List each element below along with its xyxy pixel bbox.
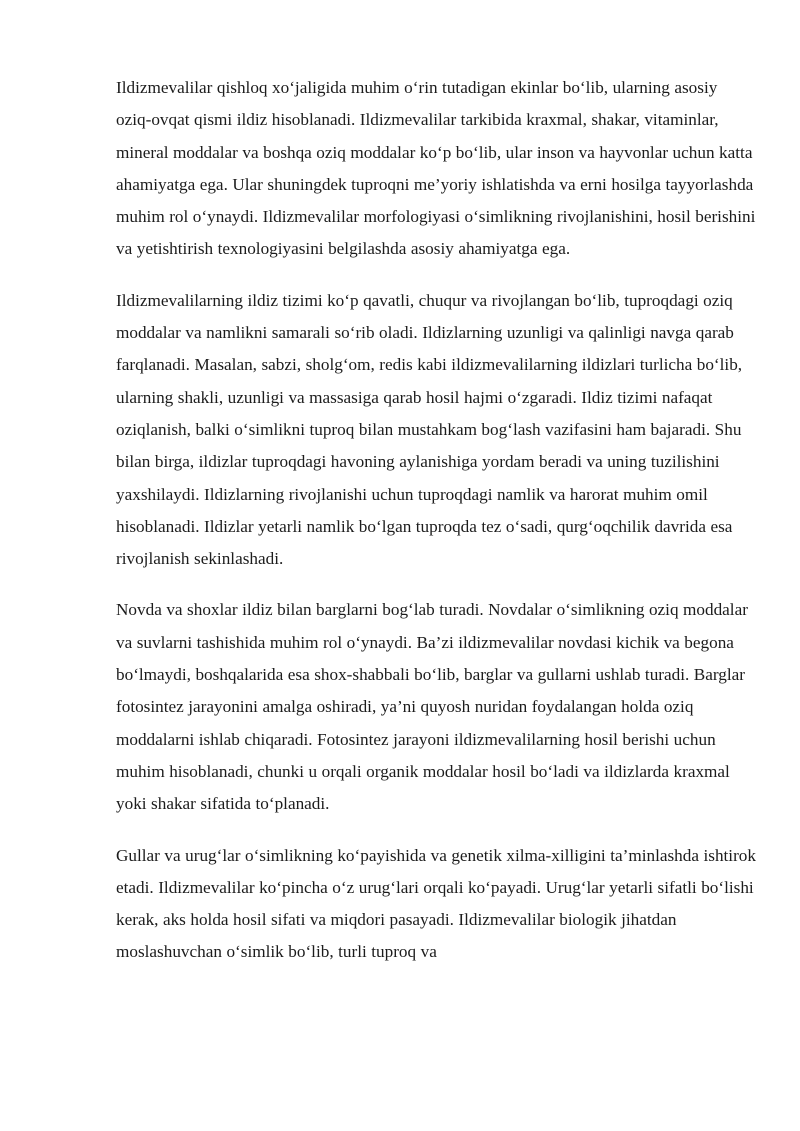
paragraph-2: Ildizmevalilarning ildiz tizimi ko‘p qavatli, chuqur va rivojlangan bo‘lib, tuproqdagi oziq moddalar va namlikni samarali so‘rib oladi. Ildizlarning uzunligi va qalinligi navga qarab farqlanadi. Masalan, sabzi, sholg‘om, redis kabi ildizmevalilarning ildizlari turlicha bo‘lib, ularning shakli, uzunligi va massasiga qarab hosil hajmi o‘zgaradi. Ildiz tizimi nafaqat oziqlanish, balki o‘simlikni tuproq bilan mustahkam bog‘lash vazifasini ham bajaradi. Shu bilan birga, ildizlar tuproqdagi havoning aylanishiga yordam beradi va uning tuzilishini yaxshilaydi. Ildizlarning rivojlanishi uchun tuproqdagi namlik va harorat muhim omil hisoblanadi. Ildizlar yetarli namlik bo‘lgan tuproqda tez o‘sadi, qurg‘oqchilik davrida esa rivojlanish sekinlashadi. [116, 290, 743, 569]
document-body [116, 72, 756, 988]
paragraph-3: Novda va shoxlar ildiz bilan barglarni bog‘lab turadi. Novdalar o‘simlikning oziq moddalar va suvlarni tashishida muhim rol o‘ynaydi. Ba’zi ildizmevalilar novdasi kichik va begona bo‘lmaydi, boshqalarida esa shox-shabbali bo‘lib, barglar va gullarni ushlab turadi. Barglar fotosintez jarayonini amalga oshiradi, ya’ni quyosh nuridan foydalangan holda oziq moddalarni ishlab chiqaradi. Fotosintez jarayoni ildizmevalilarning hosil berishi uchun muhim hisoblanadi, chunki u orqali organik moddalar hosil bo‘ladi va ildizlarda kraxmal yoki shakar sifatida to‘planadi. [116, 600, 748, 814]
paragraph-1: Ildizmevalilar qishloq xo‘jaligida muhim o‘rin tutadigan ekinlar bo‘lib, ularning asosiy oziq-ovqat qismi ildiz hisoblanadi. Ildizmevalilar tarkibida kraxmal, shakar, vitaminlar, mineral moddalar va boshqa oziq moddalar ko‘p bo‘lib, ular inson va hayvonlar uchun katta ahamiyatga ega. Ular shuningdek tuproqni me’yoriy ishlatishda va erni hosilga tayyorlashda muhim rol o‘ynaydi. Ildizmevalilar morfologiyasi o‘simlikning rivojlanishini, hosil berishini va yetishtirish texnologiyasini belgilashda asosiy ahamiyatga ega. [116, 78, 756, 259]
paragraph-4: Gullar va urug‘lar o‘simlikning ko‘payishida va genetik xilma-xilligini ta’minlashda ishtirok etadi. Ildizmevalilar ko‘pincha o‘z urug‘lari orqali ko‘payadi. Urug‘lar yetarli sifatli bo‘lishi kerak, aks holda hosil sifati va miqdori pasayadi. Ildizmevalilar biologik jihatdan moslashuvchan o‘simlik bo‘lib, turli tuproq va [116, 845, 756, 962]
